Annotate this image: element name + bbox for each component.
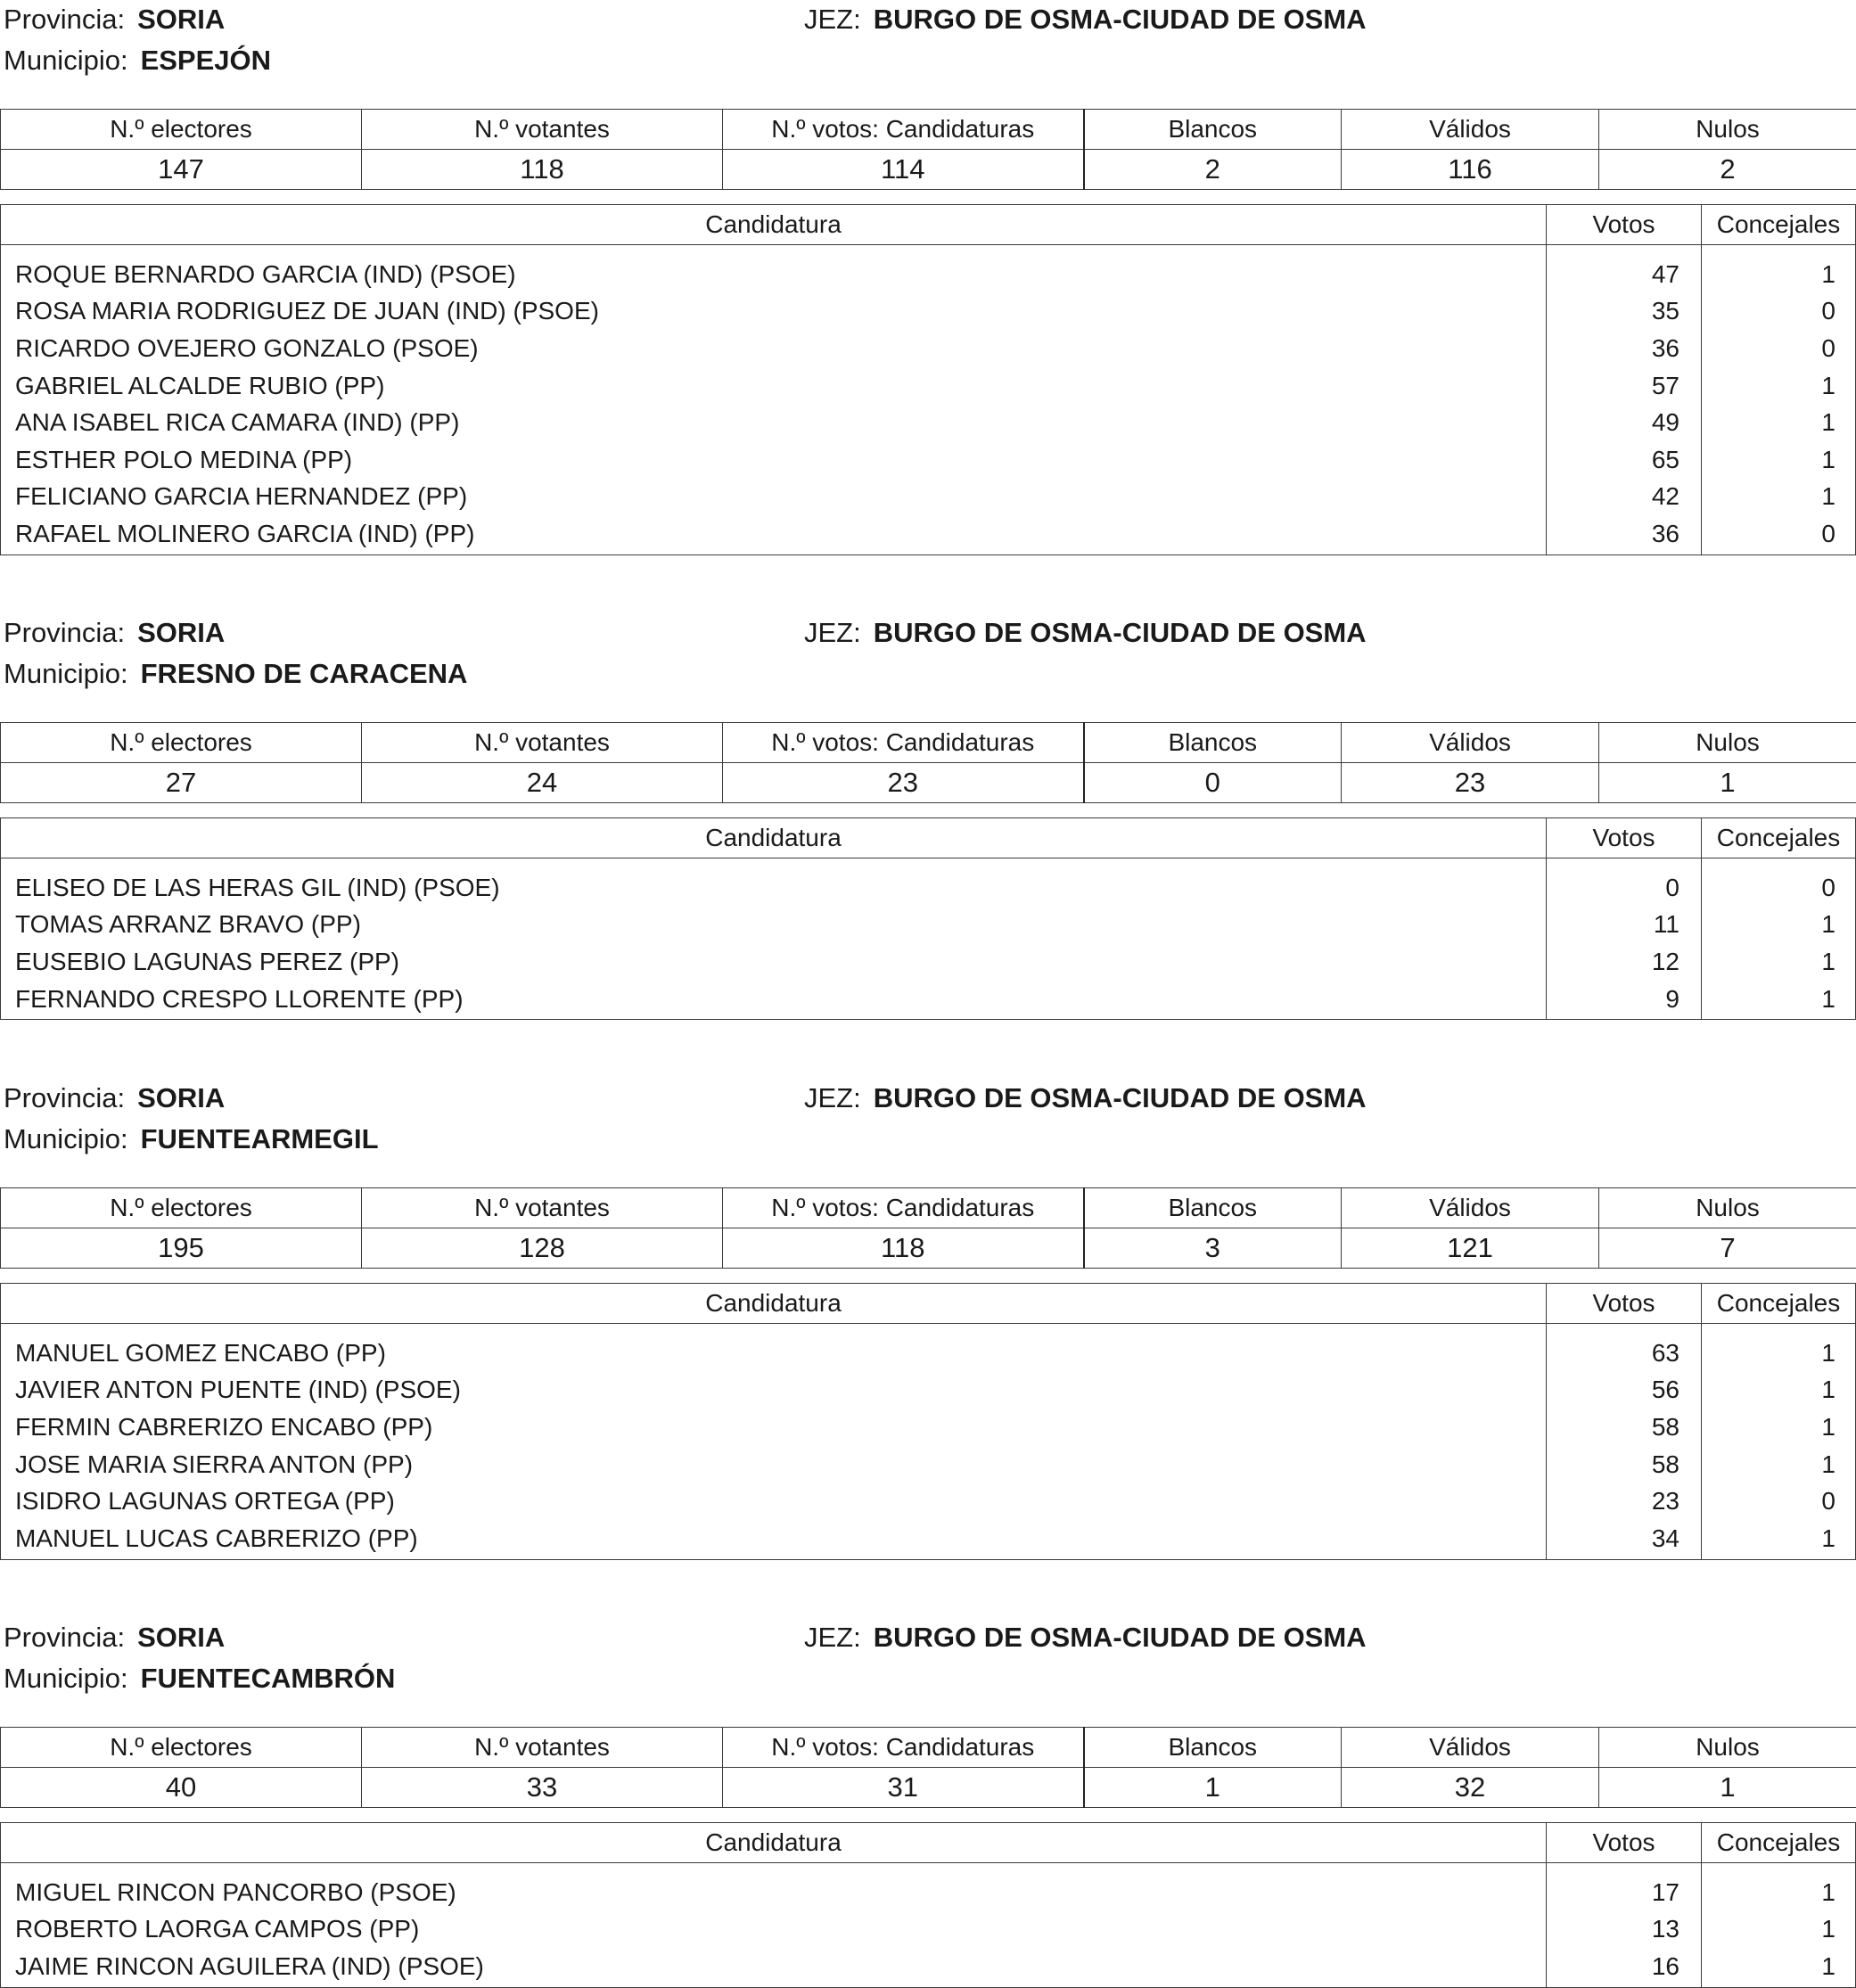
candidato-row xyxy=(1,330,1856,367)
candidato-votos: 13 xyxy=(1547,1911,1702,1949)
candidatura-header: Candidatura xyxy=(1,1284,1547,1324)
candidatura-header: Candidatura xyxy=(1,818,1547,858)
blancos-header: Blancos xyxy=(1084,1188,1342,1228)
candidato-nombre: MANUEL GOMEZ ENCABO (PP) xyxy=(1,1324,1547,1372)
provincia-label: Provincia: xyxy=(4,4,125,35)
municipio-label: Municipio: xyxy=(4,1663,128,1694)
candidato-nombre: FERMIN CABRERIZO ENCABO (PP) xyxy=(1,1409,1547,1446)
candidato-votos: 17 xyxy=(1547,1863,1702,1911)
candidato-row xyxy=(1,1409,1856,1446)
concejales-header: Concejales xyxy=(1702,1284,1856,1324)
nulos-header: Nulos xyxy=(1599,723,1856,763)
candidaturas-table xyxy=(0,1283,1856,1560)
candidato-row xyxy=(1,907,1856,944)
jez-label: JEZ: xyxy=(804,4,861,35)
municipio-line xyxy=(4,656,467,692)
votos-candidaturas-value: 23 xyxy=(723,763,1084,803)
municipio-value: FRESNO DE CARACENA xyxy=(141,658,468,689)
concejales-header: Concejales xyxy=(1702,1823,1856,1863)
candidato-concejales: 1 xyxy=(1702,907,1856,944)
candidato-nombre: RAFAEL MOLINERO GARCIA (IND) (PP) xyxy=(1,515,1547,555)
votos-header: Votos xyxy=(1547,1823,1702,1863)
candidato-concejales: 0 xyxy=(1702,293,1856,331)
candidato-row xyxy=(1,1948,1856,1987)
candidato-votos: 0 xyxy=(1547,858,1702,907)
jez-line xyxy=(804,615,1367,651)
candidato-nombre: ESTHER POLO MEDINA (PP) xyxy=(1,441,1547,479)
votos-header: Votos xyxy=(1547,205,1702,245)
candidato-concejales: 1 xyxy=(1702,1911,1856,1949)
votos-candidaturas-header: N.º votos: Candidaturas xyxy=(723,1188,1084,1228)
candidato-nombre: ROQUE BERNARDO GARCIA (IND) (PSOE) xyxy=(1,245,1547,293)
stats-value-row xyxy=(1,1768,1856,1808)
candidato-nombre: JAVIER ANTON PUENTE (IND) (PSOE) xyxy=(1,1372,1547,1409)
stats-value-row xyxy=(1,763,1856,803)
candidato-votos: 16 xyxy=(1547,1948,1702,1987)
candidato-row xyxy=(1,245,1856,293)
candidato-concejales: 1 xyxy=(1702,1948,1856,1987)
provincia-line xyxy=(4,615,225,651)
votos-candidaturas-value: 118 xyxy=(723,1228,1084,1269)
candidato-concejales: 1 xyxy=(1702,1372,1856,1409)
municipio-value: ESPEJÓN xyxy=(141,45,271,76)
validos-value: 121 xyxy=(1342,1228,1599,1269)
electores-value: 40 xyxy=(1,1768,362,1808)
votos-candidaturas-value: 114 xyxy=(723,150,1084,190)
provincia-label: Provincia: xyxy=(4,1622,125,1653)
candidato-votos: 34 xyxy=(1547,1520,1702,1559)
candidato-votos: 23 xyxy=(1547,1483,1702,1520)
candidato-row xyxy=(1,858,1856,907)
provincia-line xyxy=(4,1080,225,1116)
candidato-concejales: 0 xyxy=(1702,1483,1856,1520)
blancos-header: Blancos xyxy=(1084,723,1342,763)
candidato-row xyxy=(1,1324,1856,1372)
blancos-value: 0 xyxy=(1084,763,1342,803)
candidato-votos: 12 xyxy=(1547,943,1702,981)
provincia-label: Provincia: xyxy=(4,617,125,648)
blancos-value: 2 xyxy=(1084,150,1342,190)
candidaturas-header-row xyxy=(1,1823,1856,1863)
blancos-value: 1 xyxy=(1084,1768,1342,1808)
stats-table xyxy=(0,722,1856,803)
jez-line xyxy=(804,2,1367,37)
candidato-row xyxy=(1,515,1856,555)
candidaturas-header-row xyxy=(1,818,1856,858)
provincia-value: SORIA xyxy=(137,4,225,35)
candidato-votos: 36 xyxy=(1547,330,1702,367)
candidato-votos: 11 xyxy=(1547,907,1702,944)
jez-value: BURGO DE OSMA-CIUDAD DE OSMA xyxy=(874,4,1367,35)
candidato-votos: 36 xyxy=(1547,515,1702,555)
validos-header: Válidos xyxy=(1342,723,1599,763)
candidato-votos: 47 xyxy=(1547,245,1702,293)
candidato-row xyxy=(1,943,1856,981)
municipio-line xyxy=(4,43,271,78)
provincia-value: SORIA xyxy=(137,1082,225,1113)
candidato-votos: 57 xyxy=(1547,367,1702,405)
candidato-nombre: ELISEO DE LAS HERAS GIL (IND) (PSOE) xyxy=(1,858,1547,907)
votos-header: Votos xyxy=(1547,1284,1702,1324)
candidaturas-table xyxy=(0,817,1856,1020)
municipio-value: FUENTEARMEGIL xyxy=(141,1123,379,1154)
candidato-concejales: 1 xyxy=(1702,245,1856,293)
nulos-value: 1 xyxy=(1599,763,1856,803)
candidato-concejales: 1 xyxy=(1702,981,1856,1020)
electores-value: 147 xyxy=(1,150,362,190)
jez-value: BURGO DE OSMA-CIUDAD DE OSMA xyxy=(874,1622,1367,1653)
candidato-row xyxy=(1,1520,1856,1559)
municipio-line xyxy=(4,1661,395,1696)
candidato-votos: 58 xyxy=(1547,1446,1702,1483)
candidato-nombre: TOMAS ARRANZ BRAVO (PP) xyxy=(1,907,1547,944)
stats-header-row xyxy=(1,110,1856,150)
votantes-header: N.º votantes xyxy=(362,1188,723,1228)
votantes-header: N.º votantes xyxy=(362,723,723,763)
votos-candidaturas-header: N.º votos: Candidaturas xyxy=(723,1728,1084,1768)
candidato-concejales: 1 xyxy=(1702,441,1856,479)
candidato-row xyxy=(1,1483,1856,1520)
stats-table xyxy=(0,1187,1856,1269)
candidato-row xyxy=(1,404,1856,441)
jez-value: BURGO DE OSMA-CIUDAD DE OSMA xyxy=(874,617,1367,648)
municipio-label: Municipio: xyxy=(4,45,128,76)
candidato-row xyxy=(1,441,1856,479)
stats-table xyxy=(0,1727,1856,1808)
candidato-nombre: ROBERTO LAORGA CAMPOS (PP) xyxy=(1,1911,1547,1949)
municipio-value: FUENTECAMBRÓN xyxy=(141,1663,396,1694)
votantes-value: 118 xyxy=(362,150,723,190)
candidato-concejales: 0 xyxy=(1702,515,1856,555)
validos-header: Válidos xyxy=(1342,110,1599,150)
jez-label: JEZ: xyxy=(804,1082,861,1113)
candidato-nombre: ROSA MARIA RODRIGUEZ DE JUAN (IND) (PSOE) xyxy=(1,293,1547,331)
votos-candidaturas-value: 31 xyxy=(723,1768,1084,1808)
candidato-votos: 9 xyxy=(1547,981,1702,1020)
candidato-nombre: MANUEL LUCAS CABRERIZO (PP) xyxy=(1,1520,1547,1559)
candidato-row xyxy=(1,1863,1856,1911)
electores-value: 195 xyxy=(1,1228,362,1269)
candidato-votos: 56 xyxy=(1547,1372,1702,1409)
candidato-nombre: ANA ISABEL RICA CAMARA (IND) (PP) xyxy=(1,404,1547,441)
candidato-nombre: EUSEBIO LAGUNAS PEREZ (PP) xyxy=(1,943,1547,981)
municipio-label: Municipio: xyxy=(4,1123,128,1154)
municipio-label: Municipio: xyxy=(4,658,128,689)
stats-header-row xyxy=(1,1188,1856,1228)
candidato-row xyxy=(1,479,1856,516)
concejales-header: Concejales xyxy=(1702,205,1856,245)
votantes-value: 128 xyxy=(362,1228,723,1269)
candidato-row xyxy=(1,981,1856,1020)
stats-header-row xyxy=(1,1728,1856,1768)
votos-candidaturas-header: N.º votos: Candidaturas xyxy=(723,110,1084,150)
jez-label: JEZ: xyxy=(804,617,861,648)
blancos-header: Blancos xyxy=(1084,1728,1342,1768)
provincia-line xyxy=(4,2,225,37)
candidato-nombre: RICARDO OVEJERO GONZALO (PSOE) xyxy=(1,330,1547,367)
candidato-nombre: JAIME RINCON AGUILERA (IND) (PSOE) xyxy=(1,1948,1547,1987)
candidato-votos: 58 xyxy=(1547,1409,1702,1446)
jez-line xyxy=(804,1080,1367,1116)
votantes-header: N.º votantes xyxy=(362,1728,723,1768)
candidaturas-table xyxy=(0,204,1856,555)
candidaturas-header-row xyxy=(1,205,1856,245)
provincia-value: SORIA xyxy=(137,1622,225,1653)
votantes-header: N.º votantes xyxy=(362,110,723,150)
blancos-value: 3 xyxy=(1084,1228,1342,1269)
nulos-value: 7 xyxy=(1599,1228,1856,1269)
candidato-concejales: 0 xyxy=(1702,858,1856,907)
stats-table xyxy=(0,109,1856,190)
jez-line xyxy=(804,1620,1367,1655)
stats-header-row xyxy=(1,723,1856,763)
candidato-nombre: JOSE MARIA SIERRA ANTON (PP) xyxy=(1,1446,1547,1483)
municipio-line xyxy=(4,1121,379,1157)
validos-value: 32 xyxy=(1342,1768,1599,1808)
candidato-row xyxy=(1,1446,1856,1483)
concejales-header: Concejales xyxy=(1702,818,1856,858)
candidato-votos: 49 xyxy=(1547,404,1702,441)
electores-value: 27 xyxy=(1,763,362,803)
candidato-concejales: 1 xyxy=(1702,404,1856,441)
nulos-value: 1 xyxy=(1599,1768,1856,1808)
validos-value: 116 xyxy=(1342,150,1599,190)
candidato-votos: 63 xyxy=(1547,1324,1702,1372)
votos-candidaturas-header: N.º votos: Candidaturas xyxy=(723,723,1084,763)
candidato-row xyxy=(1,367,1856,405)
candidato-concejales: 1 xyxy=(1702,479,1856,516)
votos-header: Votos xyxy=(1547,818,1702,858)
electores-header: N.º electores xyxy=(1,1728,362,1768)
stats-value-row xyxy=(1,150,1856,190)
candidatura-header: Candidatura xyxy=(1,1823,1547,1863)
candidatura-header: Candidatura xyxy=(1,205,1547,245)
candidato-row xyxy=(1,1911,1856,1949)
validos-value: 23 xyxy=(1342,763,1599,803)
candidato-votos: 35 xyxy=(1547,293,1702,331)
candidato-votos: 65 xyxy=(1547,441,1702,479)
candidato-nombre: FERNANDO CRESPO LLORENTE (PP) xyxy=(1,981,1547,1020)
provincia-line xyxy=(4,1620,225,1655)
blancos-header: Blancos xyxy=(1084,110,1342,150)
votantes-value: 33 xyxy=(362,1768,723,1808)
provincia-value: SORIA xyxy=(137,617,225,648)
candidato-nombre: MIGUEL RINCON PANCORBO (PSOE) xyxy=(1,1863,1547,1911)
candidato-votos: 42 xyxy=(1547,479,1702,516)
nulos-header: Nulos xyxy=(1599,1728,1856,1768)
stats-value-row xyxy=(1,1228,1856,1269)
nulos-header: Nulos xyxy=(1599,110,1856,150)
electores-header: N.º electores xyxy=(1,723,362,763)
candidato-concejales: 1 xyxy=(1702,1863,1856,1911)
candidato-concejales: 1 xyxy=(1702,1446,1856,1483)
nulos-value: 2 xyxy=(1599,150,1856,190)
provincia-label: Provincia: xyxy=(4,1082,125,1113)
candidato-nombre: ISIDRO LAGUNAS ORTEGA (PP) xyxy=(1,1483,1547,1520)
nulos-header: Nulos xyxy=(1599,1188,1856,1228)
validos-header: Válidos xyxy=(1342,1728,1599,1768)
candidato-row xyxy=(1,1372,1856,1409)
candidato-concejales: 1 xyxy=(1702,1409,1856,1446)
candidato-row xyxy=(1,293,1856,331)
candidato-concejales: 1 xyxy=(1702,943,1856,981)
candidato-concejales: 1 xyxy=(1702,1324,1856,1372)
candidato-nombre: FELICIANO GARCIA HERNANDEZ (PP) xyxy=(1,479,1547,516)
electores-header: N.º electores xyxy=(1,110,362,150)
jez-label: JEZ: xyxy=(804,1622,861,1653)
candidaturas-table xyxy=(0,1822,1856,1988)
candidato-concejales: 1 xyxy=(1702,367,1856,405)
candidaturas-header-row xyxy=(1,1284,1856,1324)
jez-value: BURGO DE OSMA-CIUDAD DE OSMA xyxy=(874,1082,1367,1113)
candidato-concejales: 1 xyxy=(1702,1520,1856,1559)
votantes-value: 24 xyxy=(362,763,723,803)
validos-header: Válidos xyxy=(1342,1188,1599,1228)
candidato-nombre: GABRIEL ALCALDE RUBIO (PP) xyxy=(1,367,1547,405)
electores-header: N.º electores xyxy=(1,1188,362,1228)
candidato-concejales: 0 xyxy=(1702,330,1856,367)
